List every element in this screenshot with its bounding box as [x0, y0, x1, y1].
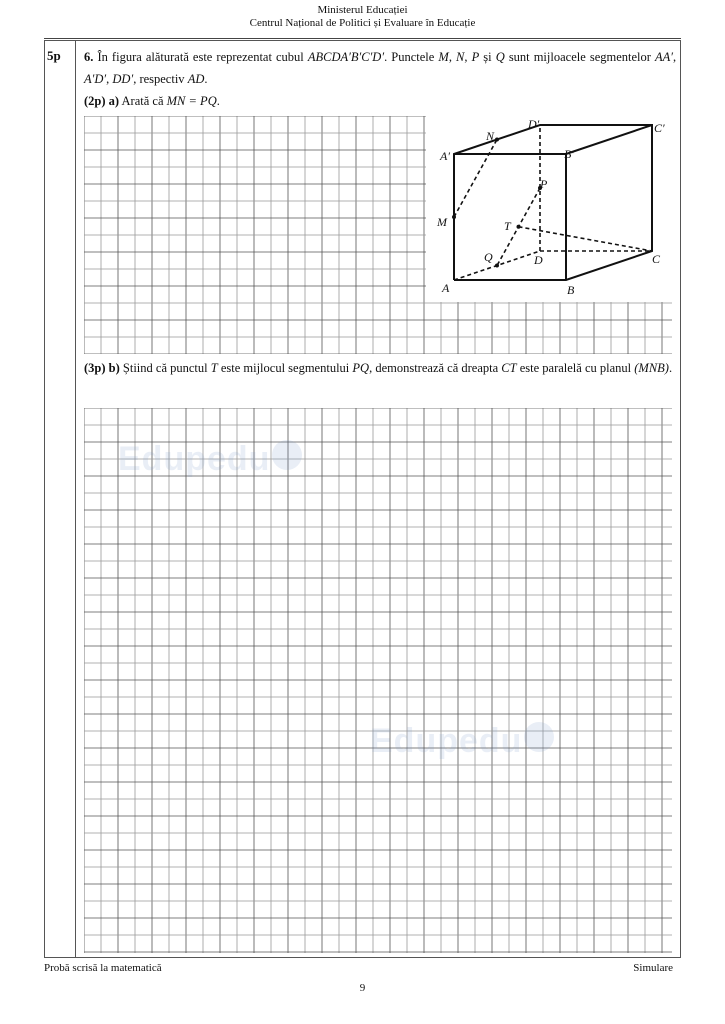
part-b-text: , demonstrează că dreapta [369, 361, 499, 375]
question-statement: 6. În figura alăturată este reprezentat cubul ABCDA′B′C′D′. Punctele M, N, P și Q sunt mijloacele segmentelor AA′, A′D′, DD′, respectiv AD. [84, 50, 677, 86]
header-ministry: Ministerul Educației [317, 4, 408, 16]
label-d: D [534, 253, 543, 267]
watermark-text: Edupedu [370, 722, 523, 760]
statement-text: și [483, 50, 492, 64]
point-t: T [210, 361, 218, 375]
label-a: A [442, 281, 450, 295]
points-column [44, 40, 76, 958]
label-d1: D′ [528, 117, 540, 131]
point-m: M [438, 50, 449, 64]
segment-pq-text: PQ [352, 361, 370, 375]
footer-right: Simulare [633, 962, 673, 974]
statement-text: . Punctele [384, 50, 435, 64]
label-b1: B′ [564, 147, 574, 161]
part-b-text: este mijlocul segmentului [220, 361, 350, 375]
watermark-text: Edupedu [118, 440, 271, 478]
part-a-prompt: (2p) a) Arată că MN = PQ. [84, 94, 220, 108]
page-number: 9 [359, 982, 366, 994]
watermark [370, 722, 554, 761]
header-center: Centrul Național de Politici și Evaluare în Educație [249, 17, 476, 29]
part-a-math: MN = PQ [166, 94, 217, 108]
label-c: C [652, 252, 661, 266]
question-number: 6. [84, 50, 94, 64]
point-q: Q [495, 50, 505, 64]
label-p: P [540, 177, 548, 191]
part-b-text: Știind că punctul [122, 361, 208, 375]
watermark-logo-icon [272, 440, 302, 470]
part-b-points: (3p) b) [84, 361, 120, 375]
cube-name: ABCDA′B′C′D′ [307, 50, 385, 64]
label-q: Q [484, 250, 493, 264]
footer-left: Probă scrisă la matematică [44, 962, 162, 974]
segment-1: AA′ [655, 50, 674, 64]
statement-text: În figura alăturată este reprezentat cubul [97, 50, 304, 64]
point-p: P [471, 50, 480, 64]
plane-mnb: (MNB) [634, 361, 669, 375]
label-b: B [567, 283, 575, 297]
label-m: M [437, 215, 447, 229]
label-n: N [486, 129, 495, 143]
header-divider [44, 38, 681, 39]
part-b-prompt: (3p) b) Știind că punctul T este mijlocul segmentului PQ, demonstrează că dreapta CT este paralelă cu planul (MNB). [84, 361, 673, 375]
page-header [0, 4, 725, 30]
label-t: T [504, 219, 511, 233]
part-a-points: (2p) a) [84, 94, 120, 108]
watermark [118, 440, 302, 479]
label-c1: C′ [654, 121, 665, 135]
segment-3: DD′ [112, 72, 134, 86]
part-b-text: este paralelă cu planul [519, 361, 632, 375]
watermark-logo-icon [524, 722, 554, 752]
segment-2: A′D′ [84, 72, 107, 86]
answer-grid-b[interactable] [84, 408, 672, 953]
part-a-text: Arată că [121, 94, 164, 108]
statement-text: sunt mijloacele segmentelor [508, 50, 651, 64]
cube-figure [426, 116, 674, 302]
question-points: 5p [47, 48, 61, 63]
point-n: N [456, 50, 465, 64]
segment-4: AD [187, 72, 205, 86]
statement-text: , respectiv [133, 72, 185, 86]
line-ct: CT [501, 361, 517, 375]
label-a1: A′ [440, 149, 450, 163]
